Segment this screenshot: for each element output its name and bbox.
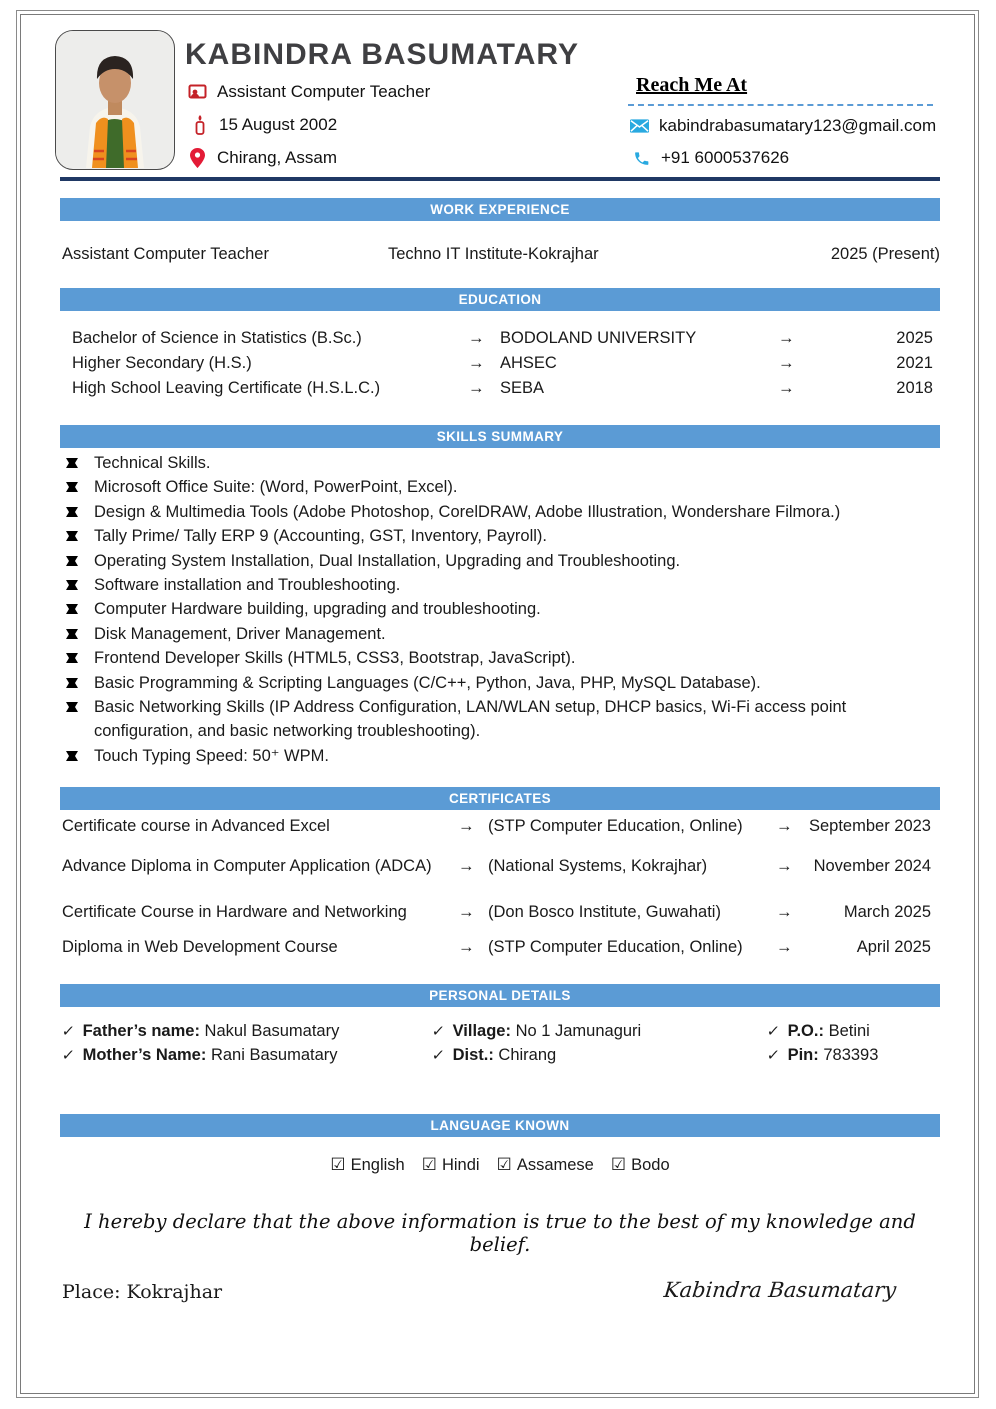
section-bar-certificates: CERTIFICATES: [60, 787, 940, 810]
check-icon: ✓: [765, 1047, 781, 1064]
section-bar-work-experience: WORK EXPERIENCE: [60, 198, 940, 221]
star-bullet-icon: [66, 676, 79, 689]
location-text: Chirang, Assam: [217, 148, 337, 167]
arrow-icon: →: [468, 329, 485, 347]
arrow-icon: →: [468, 354, 485, 372]
certificate-org: (National Systems, Kokrajhar): [488, 857, 708, 875]
star-bullet-icon: [66, 651, 79, 664]
personal-item: [62, 1022, 432, 1041]
birthday-candle-icon: [190, 115, 209, 135]
check-icon: ✓: [60, 1047, 76, 1064]
declaration-text: I hereby declare that the above information is true to the best of my knowledge and belief.: [84, 1210, 916, 1256]
skill-item: [60, 671, 940, 695]
check-icon: ✓: [430, 1047, 446, 1064]
language-item: [611, 1155, 670, 1175]
skill-text: Operating System Installation, Dual Installation, Upgrading and Troubleshooting.: [94, 551, 681, 570]
education-degree: High School Leaving Certificate (H.S.L.C.): [72, 379, 381, 397]
arrow-icon: →: [468, 379, 485, 397]
education-row: [60, 379, 940, 398]
email-icon: [630, 119, 649, 133]
education-board: AHSEC: [500, 354, 557, 372]
location-row: [188, 148, 337, 168]
signature-text: Kabindra Basumatary: [662, 1278, 898, 1302]
education-board: BODOLAND UNIVERSITY: [500, 329, 697, 347]
education-year: 2021: [896, 354, 933, 372]
checkbox-checked-icon: ☑: [330, 1155, 346, 1174]
job-title-row: [188, 82, 430, 102]
email-row: [630, 116, 936, 136]
star-bullet-icon: [66, 505, 79, 518]
personal-value: 783393: [823, 1046, 879, 1064]
education-degree: Higher Secondary (H.S.): [72, 354, 252, 372]
personal-value: No 1 Jamunaguri: [515, 1022, 642, 1040]
profile-photo: [55, 30, 175, 170]
skill-item: [60, 597, 940, 621]
education-row: [60, 354, 940, 373]
phone-row: [632, 148, 789, 168]
skill-text: Basic Networking Skills (IP Address Configuration, LAN/WLAN setup, DHCP basics, Wi-Fi access point configuration, and basic networking troubleshooting).: [94, 698, 847, 741]
skill-item: [60, 622, 940, 646]
language-label: English: [350, 1155, 405, 1174]
job-title-text: Assistant Computer Teacher: [217, 82, 431, 101]
personal-label: P.O.:: [787, 1022, 824, 1040]
section-bar-language-known: LANGUAGE KNOWN: [60, 1114, 940, 1137]
personal-value: Betini: [828, 1022, 870, 1040]
arrow-icon: →: [778, 354, 795, 372]
candidate-name: KABINDRA BASUMATARY: [185, 38, 579, 71]
personal-label: Father’s name:: [82, 1022, 200, 1040]
personal-label: Village:: [452, 1022, 511, 1040]
star-bullet-icon: [66, 554, 79, 567]
phone-text: +91 6000537626: [661, 148, 790, 167]
personal-item: [62, 1046, 432, 1065]
section-bar-personal-details: PERSONAL DETAILS: [60, 984, 940, 1007]
birthdate-text: 15 August 2002: [219, 115, 338, 134]
certificate-date: March 2025: [843, 903, 931, 921]
section-bar-skills-summary: SKILLS SUMMARY: [60, 425, 940, 448]
language-label: Bodo: [631, 1155, 670, 1174]
personal-item: [432, 1046, 767, 1065]
work-role: Assistant Computer Teacher: [62, 245, 269, 263]
work-period: 2025 (Present): [830, 245, 940, 263]
skill-item: [60, 744, 940, 768]
work-company: Techno IT Institute-Kokrajhar: [388, 245, 599, 263]
certificate-row: [60, 817, 940, 836]
checkbox-checked-icon: ☑: [421, 1155, 437, 1174]
personal-item: [767, 1022, 940, 1041]
skill-text: Tally Prime/ Tally ERP 9 (Accounting, GST, Inventory, Payroll).: [94, 527, 548, 546]
education-row: [60, 329, 940, 348]
skill-text: Disk Management, Driver Management.: [94, 624, 386, 643]
arrow-icon: →: [458, 938, 475, 956]
certificate-date: November 2024: [813, 857, 931, 875]
personal-label: Pin:: [787, 1046, 819, 1064]
star-bullet-icon: [66, 456, 79, 469]
skill-item: [60, 475, 940, 499]
certificate-org: (Don Bosco Institute, Guwahati): [488, 903, 721, 921]
skill-text: Technical Skills.: [94, 454, 211, 472]
skill-text: Touch Typing Speed: 50⁺ WPM.: [94, 746, 329, 765]
job-title-icon: [188, 84, 207, 101]
personal-label: Dist.:: [452, 1046, 494, 1064]
skill-item: [60, 695, 940, 744]
personal-value: Chirang: [498, 1046, 557, 1064]
skill-item: [60, 500, 940, 524]
location-pin-icon: [188, 148, 207, 168]
arrow-icon: →: [778, 329, 795, 347]
star-bullet-icon: [66, 749, 79, 762]
skill-item: [60, 451, 940, 475]
personal-details-row: [60, 1046, 940, 1065]
check-icon: ✓: [430, 1023, 446, 1040]
certificate-row: [60, 938, 940, 957]
skill-text: Software installation and Troubleshooting.: [94, 576, 401, 595]
skill-item: [60, 549, 940, 573]
arrow-icon: →: [776, 857, 793, 875]
skill-text: Design & Multimedia Tools (Adobe Photoshop, CorelDRAW, Adobe Illustration, Wondershare Filmora.): [94, 502, 841, 521]
reach-me-at-label: Reach Me At: [636, 74, 748, 96]
certificate-name: Certificate course in Advanced Excel: [62, 817, 330, 835]
check-icon: ✓: [60, 1023, 76, 1040]
birthdate-row: [190, 115, 337, 135]
arrow-icon: →: [458, 857, 475, 875]
reach-me-at-block: [628, 74, 933, 106]
certificate-name: Diploma in Web Development Course: [62, 938, 338, 956]
personal-value: Rani Basumatary: [210, 1046, 338, 1064]
place-text: Place: Kokrajhar: [62, 1281, 223, 1303]
personal-value: Nakul Basumatary: [204, 1022, 340, 1040]
certificate-date: September 2023: [808, 817, 931, 835]
certificate-org: (STP Computer Education, Online): [488, 817, 743, 835]
certificate-org: (STP Computer Education, Online): [488, 938, 743, 956]
language-item: [497, 1155, 594, 1175]
skill-item: [60, 646, 940, 670]
certificate-row: [60, 857, 940, 876]
personal-details-row: [60, 1022, 940, 1041]
check-icon: ✓: [765, 1023, 781, 1040]
section-bar-education: EDUCATION: [60, 288, 940, 311]
certificate-name: Certificate Course in Hardware and Networking: [62, 903, 407, 921]
star-bullet-icon: [66, 700, 79, 713]
certificate-name: Advance Diploma in Computer Application (ADCA): [62, 857, 432, 875]
star-bullet-icon: [66, 602, 79, 615]
work-experience-row: [60, 245, 940, 264]
certificate-row: [60, 903, 940, 922]
language-label: Hindi: [441, 1155, 480, 1174]
checkbox-checked-icon: ☑: [496, 1155, 512, 1174]
personal-item: [432, 1022, 767, 1041]
arrow-icon: →: [458, 903, 475, 921]
arrow-icon: →: [458, 817, 475, 835]
star-bullet-icon: [66, 480, 79, 493]
skill-item: [60, 573, 940, 597]
arrow-icon: →: [776, 938, 793, 956]
arrow-icon: →: [778, 379, 795, 397]
star-bullet-icon: [66, 578, 79, 591]
language-item: [422, 1155, 480, 1175]
skill-text: Frontend Developer Skills (HTML5, CSS3, Bootstrap, JavaScript).: [94, 649, 576, 668]
email-text: kabindrabasumatary123@gmail.com: [659, 116, 937, 135]
language-label: Assamese: [516, 1155, 594, 1174]
skills-list: [60, 451, 940, 768]
education-year: 2018: [896, 379, 933, 397]
profile-photo-illustration: [56, 31, 173, 168]
checkbox-checked-icon: ☑: [610, 1155, 627, 1174]
skill-item: [60, 524, 940, 548]
star-bullet-icon: [66, 627, 79, 640]
arrow-icon: →: [776, 903, 793, 921]
arrow-icon: →: [776, 817, 793, 835]
skill-text: Microsoft Office Suite: (Word, PowerPoint, Excel).: [94, 478, 458, 497]
skill-text: Computer Hardware building, upgrading and troubleshooting.: [94, 600, 541, 619]
header-divider-rule: [60, 177, 940, 181]
education-year: 2025: [896, 329, 933, 347]
language-item: [330, 1155, 404, 1175]
education-board: SEBA: [500, 379, 545, 397]
education-degree: Bachelor of Science in Statistics (B.Sc.): [72, 329, 362, 347]
phone-icon: [632, 150, 651, 167]
personal-item: [767, 1046, 940, 1065]
star-bullet-icon: [66, 529, 79, 542]
personal-label: Mother’s Name:: [82, 1046, 207, 1064]
certificate-date: April 2025: [856, 938, 931, 956]
skill-text: Basic Programming & Scripting Languages (C/C++, Python, Java, PHP, MySQL Database).: [94, 673, 761, 692]
languages-row: [60, 1155, 940, 1175]
